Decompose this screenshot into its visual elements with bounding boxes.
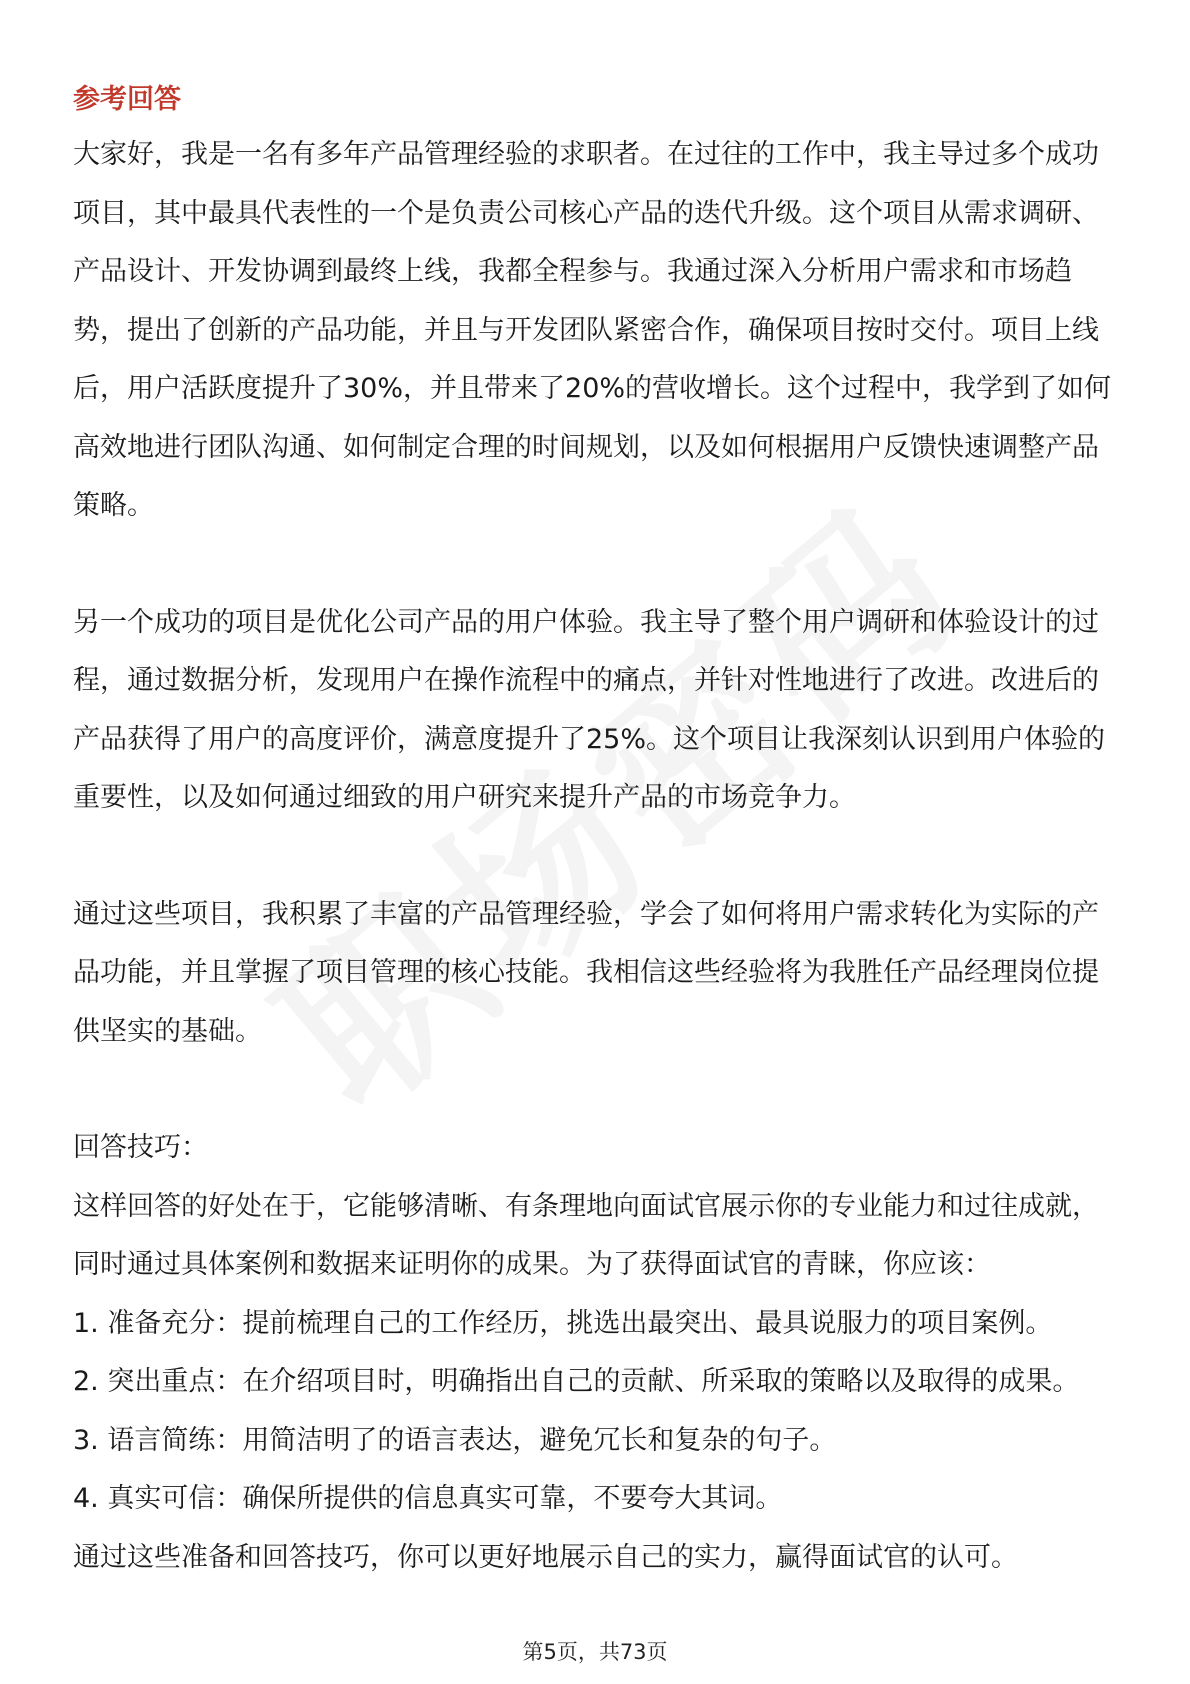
section-heading: 参考回答 (73, 84, 181, 115)
tip-item: 2. 突出重点：在介绍项目时，明确指出自己的贡献、所采取的策略以及取得的成果。 (73, 1366, 1080, 1397)
tips-closing: 通过这些准备和回答技巧，你可以更好地展示自己的实力，赢得面试官的认可。 (73, 1541, 1018, 1573)
tips-title: 回答技巧： (73, 1132, 208, 1163)
tip-item: 3. 语言简练：用简洁明了的语言表达，避免冗长和复杂的句子。 (73, 1424, 837, 1456)
tips-list (73, 1295, 1123, 1529)
paragraph-spacer (73, 536, 1123, 594)
page-content (73, 74, 1123, 1587)
answer-paragraph-1: 大家好，我是一名有多年产品管理经验的求职者。在过往的工作中，我主导过多个成功项目，其中最具代表性的一个是负责公司核心产品的迭代升级。这个项目从需求调研、产品设计、开发协调到最终上线，我都全程参与。我通过深入分析用户需求和市场趋势，提出了创新的产品功能，并且与开发团队紧密合作，确保项目按时交付。项目上线后，用户活跃度提升了30%，并且带来了20%的营收增长。这个过程中，我学到了如何高效地进行团队沟通、如何制定合理的时间规划，以及如何根据用户反馈快速调整产品策略。 (73, 139, 1112, 521)
answer-paragraph-2: 另一个成功的项目是优化公司产品的用户体验。我主导了整个用户调研和体验设计的过程，通过数据分析，发现用户在操作流程中的痛点，并针对性地进行了改进。改进后的产品获得了用户的高度评价，满意度提升了25%。这个项目让我深刻认识到用户体验的重要性，以及如何通过细致的用户研究来提升产品的市场竞争力。 (73, 606, 1106, 813)
tip-item: 1. 准备充分：提前梳理自己的工作经历，挑选出最突出、最具说服力的项目案例。 (73, 1307, 1053, 1339)
paragraph-spacer (73, 1061, 1123, 1119)
tip-item: 4. 真实可信：确保所提供的信息真实可靠，不要夸大其词。 (73, 1483, 783, 1514)
tips-intro: 这样回答的好处在于，它能够清晰、有条理地向面试官展示你的专业能力和过往成就，同时通过具体案例和数据来证明你的成果。为了获得面试官的青睐，你应该： (73, 1190, 1099, 1280)
paragraph-spacer (73, 828, 1123, 886)
answer-paragraph-3: 通过这些项目，我积累了丰富的产品管理经验，学会了如何将用户需求转化为实际的产品功能，并且掌握了项目管理的核心技能。我相信这些经验将为我胜任产品经理岗位提供坚实的基础。 (73, 898, 1099, 1047)
page-number: 第5页，共73页 (522, 1640, 668, 1664)
